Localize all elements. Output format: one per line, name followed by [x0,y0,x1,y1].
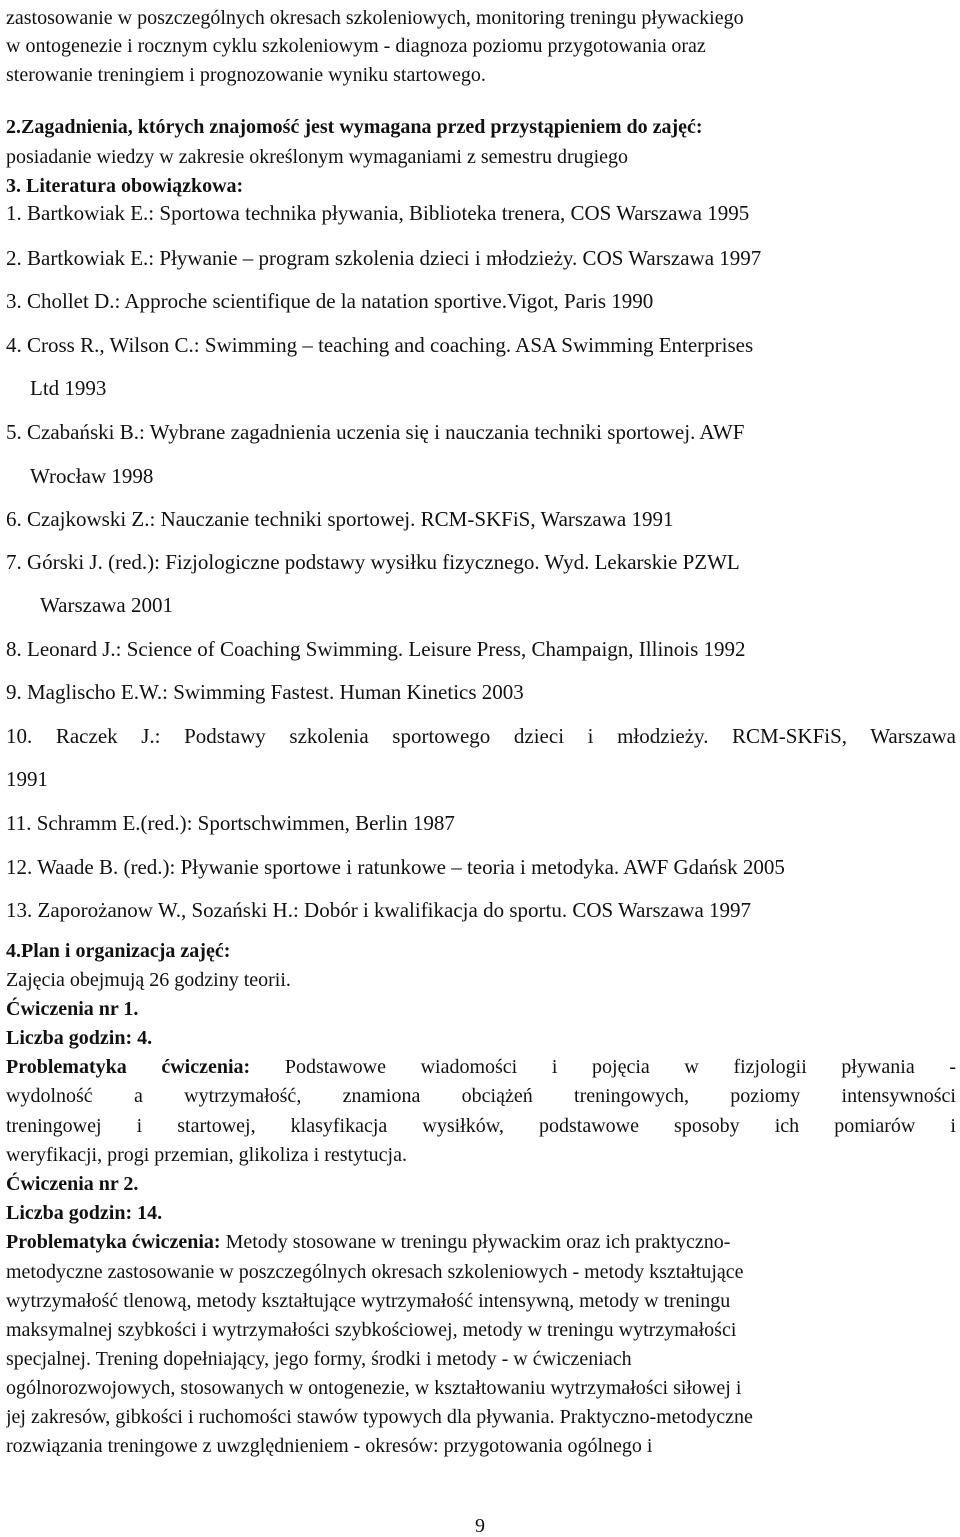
section-4-heading: 4.Plan i organizacja zajęć: [6,940,231,962]
literature-item-continuation: Wrocław 1998 [30,464,154,488]
exercise-1-description-line: treningowej i startowej, klasyfikacja wysiłków, podstawowe sposoby ich pomiarów i [6,1115,956,1137]
exercise-2-label: Problematyka ćwiczenia: [6,1231,221,1253]
literature-item: 1. Bartkowiak E.: Sportowa technika pływania, Biblioteka trenera, COS Warszawa 1995 [6,201,750,225]
exercise-1-hours: Liczba godzin: 4. [6,1027,153,1049]
exercise-2-description-line: maksymalnej szybkości i wytrzymałości szybkościowej, metody w treningu wytrzymałości [6,1319,737,1341]
exercise-2-description-line: ogólnorozwojowych, stosowanych w ontogenezie, w kształtowaniu wytrzymałości siłowej i [6,1377,742,1399]
section-2-heading: 2.Zagadnienia, których znajomość jest wymagana przed przystąpieniem do zajęć: [6,116,703,138]
exercise-1-description-line: wydolność a wytrzymałość, znamiona obciążeń treningowych, poziomy intensywności [6,1085,956,1107]
literature-item: 6. Czajkowski Z.: Nauczanie techniki sportowej. RCM-SKFiS, Warszawa 1991 [6,507,674,531]
literature-item-continuation: Ltd 1993 [30,376,107,400]
exercise-2-description-line: wytrzymałość tlenową, metody kształtujące wytrzymałość intensywną, metody w treningu [6,1290,731,1312]
page-number: 9 [475,1515,485,1537]
literature-item: 4. Cross R., Wilson C.: Swimming – teaching and coaching. ASA Swimming Enterprises [6,333,754,357]
exercise-1-label: Problematyka ćwiczenia: [6,1056,251,1078]
exercise-2-description-line: rozwiązania treningowe z uwzględnieniem - okresów: przygotowania ogólnego i [6,1435,653,1457]
exercise-2-description-line: specjalnej. Trening dopełniający, jego formy, środki i metody - w ćwiczeniach [6,1348,632,1370]
literature-item: 10. Raczek J.: Podstawy szkolenia sportowego dzieci i młodzieży. RCM-SKFiS, Warszawa [6,724,956,748]
literature-item: 2. Bartkowiak E.: Pływanie – program szkolenia dzieci i młodzieży. COS Warszawa 1997 [6,246,762,270]
exercise-2-title: Ćwiczenia nr 2. [6,1173,139,1195]
exercise-2-description-line [6,1230,956,1254]
literature-item-continuation: 1991 [6,767,48,791]
section-3-heading: 3. Literatura obowiązkowa: [6,175,244,197]
section-4-intro: Zajęcia obejmują 26 godziny teorii. [6,969,291,991]
intro-line: sterowanie treningiem i prognozowanie wyniku startowego. [6,64,486,86]
literature-item: 8. Leonard J.: Science of Coaching Swimming. Leisure Press, Champaign, Illinois 1992 [6,637,746,661]
intro-line: zastosowanie w poszczególnych okresach szkoleniowych, monitoring treningu pływackiego [6,7,744,29]
literature-item: 13. Zaporożanow W., Sozański H.: Dobór i kwalifikacja do sportu. COS Warszawa 1997 [6,898,752,922]
exercise-1-description-line: weryfikacji, progi przemian, glikoliza i restytucja. [6,1144,407,1166]
exercise-2-text: Metody stosowane w treningu pływackim oraz ich praktyczno- [225,1231,731,1253]
exercise-1-title: Ćwiczenia nr 1. [6,998,139,1020]
literature-item: 5. Czabański B.: Wybrane zagadnienia uczenia się i nauczania techniki sportowej. AWF [6,420,745,444]
literature-item-continuation: Warszawa 2001 [40,593,174,617]
exercise-2-description-line: metodyczne zastosowanie w poszczególnych okresach szkoleniowych - metody kształtujące [6,1261,744,1283]
exercise-1-text: Podstawowe wiadomości i pojęcia w fizjologii pływania - [284,1056,956,1078]
exercise-1-description-line [6,1055,956,1079]
exercise-2-hours: Liczba godzin: 14. [6,1202,163,1224]
literature-item: 7. Górski J. (red.): Fizjologiczne podstawy wysiłku fizycznego. Wyd. Lekarskie PZWL [6,550,740,574]
literature-item: 11. Schramm E.(red.): Sportschwimmen, Berlin 1987 [6,811,455,835]
intro-line: w ontogenezie i rocznym cyklu szkoleniowym - diagnoza poziomu przygotowania oraz [6,35,706,57]
literature-item: 12. Waade B. (red.): Pływanie sportowe i ratunkowe – teoria i metodyka. AWF Gdańsk 2005 [6,855,785,879]
exercise-2-description-line: jej zakresów, gibkości i ruchomości stawów typowych dla pływania. Praktyczno-metodyczne [6,1406,753,1428]
section-2-text: posiadanie wiedzy w zakresie określonym wymaganiami z semestru drugiego [6,146,629,168]
literature-item: 9. Maglischo E.W.: Swimming Fastest. Human Kinetics 2003 [6,680,524,704]
literature-item: 3. Chollet D.: Approche scientifique de la natation sportive.Vigot, Paris 1990 [6,289,654,313]
